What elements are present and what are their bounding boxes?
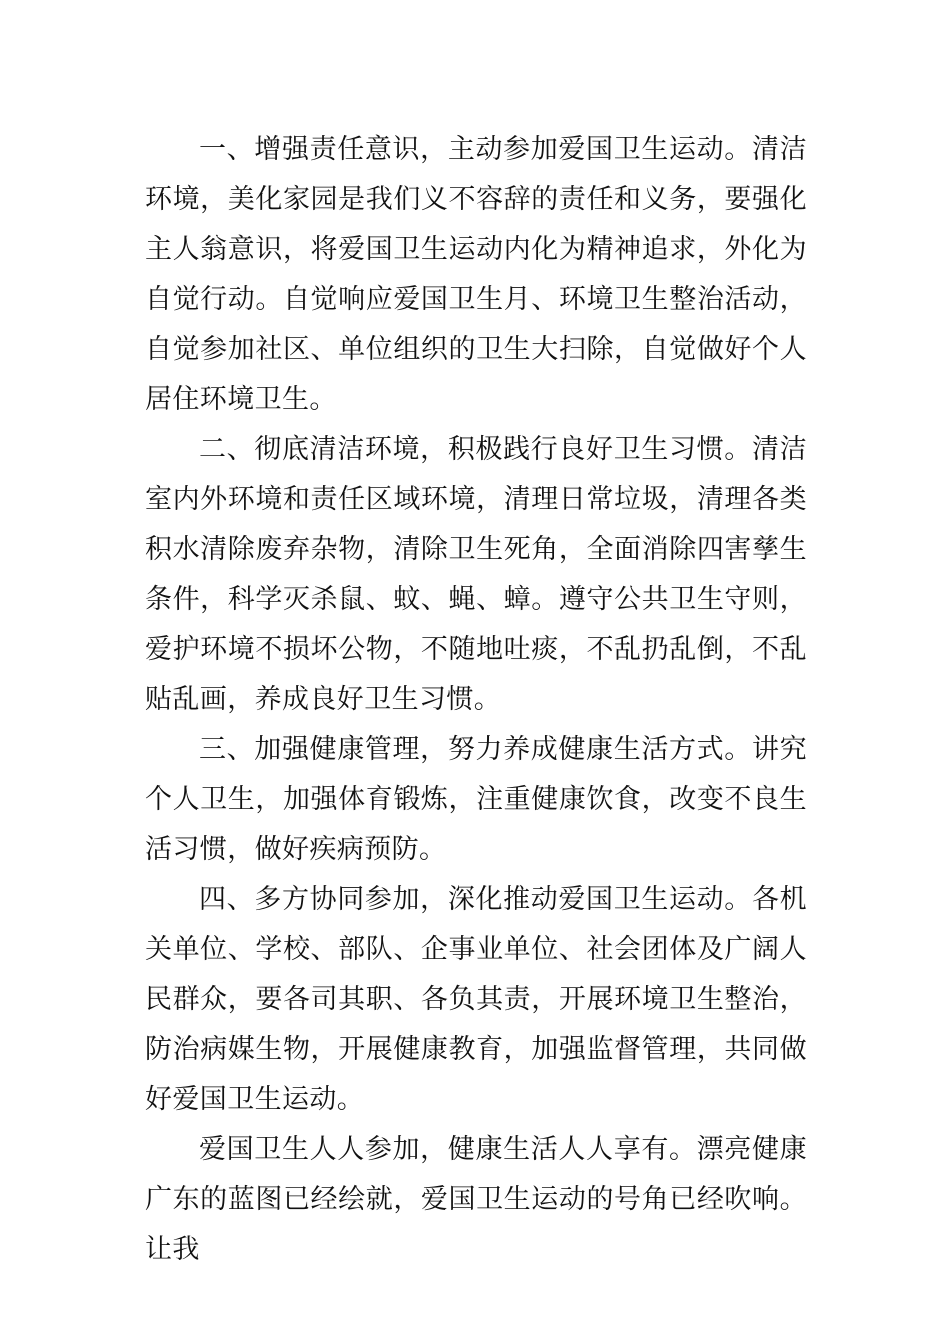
paragraph-4: 四、多方协同参加，深化推动爱国卫生运动。各机关单位、学校、部队、企事业单位、社会团体及广阔人民群众，要各司其职、各负其责，开展环境卫生整治，防治病媒生物，开展健康教育，加强监督管理，共同做好爱国卫生运动。	[145, 884, 807, 1115]
document-body	[145, 125, 807, 1275]
paragraph-3: 三、加强健康管理，努力养成健康生活方式。讲究个人卫生，加强体育锻炼，注重健康饮食，改变不良生活习惯，做好疾病预防。	[145, 734, 807, 865]
paragraph-1: 一、增强责任意识，主动参加爱国卫生运动。清洁环境，美化家园是我们义不容辞的责任和义务，要强化主人翁意识，将爱国卫生运动内化为精神追求，外化为自觉行动。自觉响应爱国卫生月、环境卫生整治活动，自觉参加社区、单位组织的卫生大扫除，自觉做好个人居住环境卫生。	[145, 134, 807, 415]
paragraph-5: 爱国卫生人人参加，健康生活人人享有。漂亮健康广东的蓝图已经绘就，爱国卫生运动的号角已经吹响。让我	[145, 1134, 807, 1265]
paragraph-2: 二、彻底清洁环境，积极践行良好卫生习惯。清洁室内外环境和责任区域环境，清理日常垃圾，清理各类积水清除废弃杂物，清除卫生死角，全面消除四害孳生条件，科学灭杀鼠、蚊、蝇、蟑。遵守公共卫生守则，爱护环境不损坏公物，不随地吐痰，不乱扔乱倒，不乱贴乱画，养成良好卫生习惯。	[145, 434, 807, 715]
